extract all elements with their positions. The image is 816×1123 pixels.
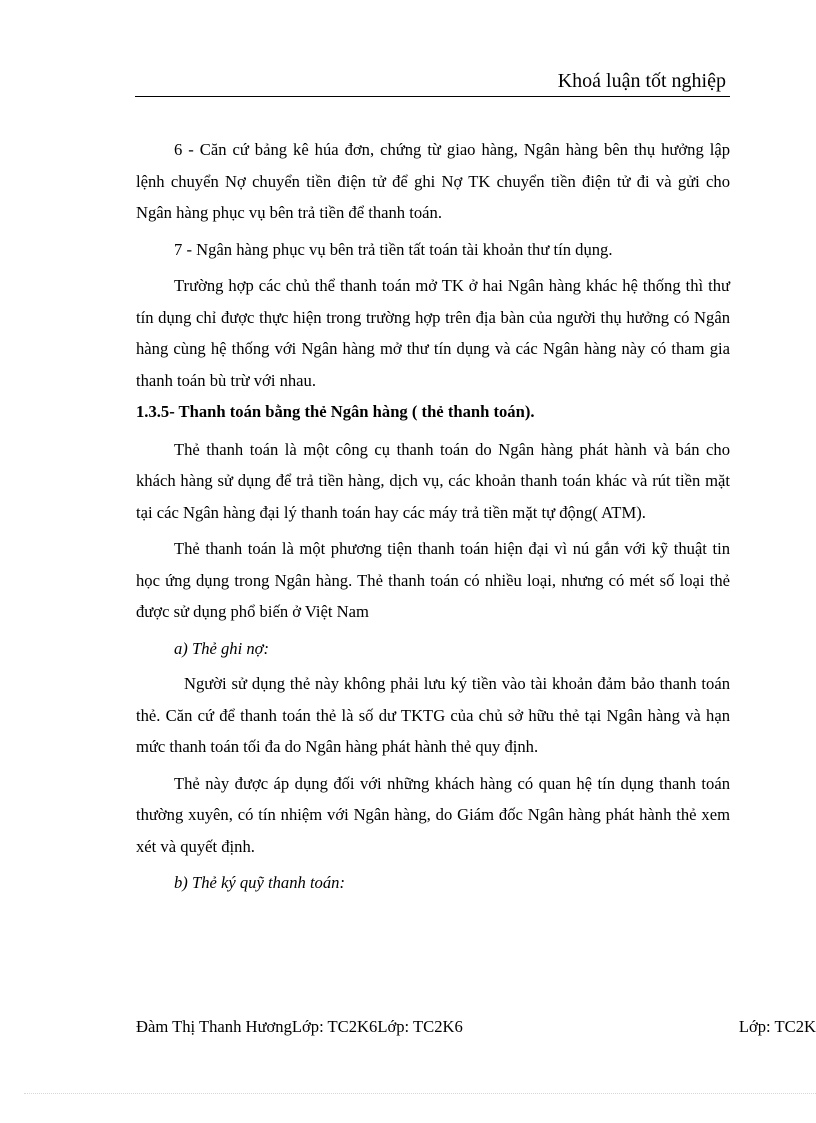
- page-bottom-divider: [24, 1093, 816, 1094]
- paragraph-card-modern: Thẻ thanh toán là một phương tiện thanh toán hiện đại vì nú gắn với kỹ thuật tin học ứng dụng trong Ngân hàng. Thẻ thanh toán có nhiều loại, nhưng có mét số loại thẻ được sử dụng phổ biến ở Việt Nam: [136, 539, 730, 621]
- paragraph-different-systems: Trường hợp các chủ thể thanh toán mở TK ở hai Ngân hàng khác hệ thống thì thư tín dụng chỉ được thực hiện trong trường hợp trên địa bàn của người thụ hưởng có Ngân hàng cùng hệ thống với Ngân hàng mở thư tín dụng và các Ngân hàng này có tham gia thanh toán bù trừ với nhau.: [136, 276, 730, 390]
- paragraph-debit-card: Người sử dụng thẻ này không phải lưu ký tiền vào tài khoản đảm bảo thanh toán thẻ. Căn cứ để thanh toán thẻ là số dư TKTG của chủ sở hữu thẻ tại Ngân hàng và hạn mức thanh toán tối đa do Ngân hàng phát hành thẻ quy định.: [136, 674, 730, 756]
- paragraph-step-6: 6 - Căn cứ bảng kê húa đơn, chứng từ giao hàng, Ngân hàng bên thụ hưởng lập lệnh chuyển Nợ chuyển tiền điện tử để ghi Nợ TK chuyển tiền điện tử đi và gửi cho Ngân hàng phục vụ bên trả tiền để thanh toán.: [136, 140, 730, 222]
- paragraph-card-definition: Thẻ thanh toán là một công cụ thanh toán do Ngân hàng phát hành và bán cho khách hàng sử dụng để trả tiền hàng, dịch vụ, các khoản thanh toán khác và rút tiền mặt tại các Ngân hàng đại lý thanh toán hay các máy trả tiền mặt tự động( ATM).: [136, 439, 730, 522]
- paragraph-step-7: 7 - Ngân hàng phục vụ bên trả tiền tất toán tài khoản thư tín dụng.: [174, 239, 613, 259]
- section-heading-1-3-5: 1.3.5- Thanh toán bằng thẻ Ngân hàng ( thẻ thanh toán).: [136, 402, 535, 421]
- footer-author: Đàm Thị Thanh HươngLớp: TC2K6Lớp: TC2K6: [136, 1017, 463, 1036]
- paragraph-debit-card-apply: Thẻ này được áp dụng đối với những khách hàng có quan hệ tín dụng thanh toán thường xuyên, có tín nhiệm với Ngân hàng, do Giám đốc Ngân hàng phát hành thẻ xem xét và quyết định.: [136, 773, 730, 856]
- item-b-deposit-card: b) Thẻ ký quỹ thanh toán:: [174, 873, 345, 892]
- page-header: [135, 64, 730, 97]
- item-a-debit-card: a) Thẻ ghi nợ:: [174, 638, 270, 658]
- footer-class: Lớp: TC2K: [738, 1017, 816, 1036]
- document-body: [136, 134, 730, 903]
- header-title: Khoá luận tốt nghiệp: [557, 70, 726, 92]
